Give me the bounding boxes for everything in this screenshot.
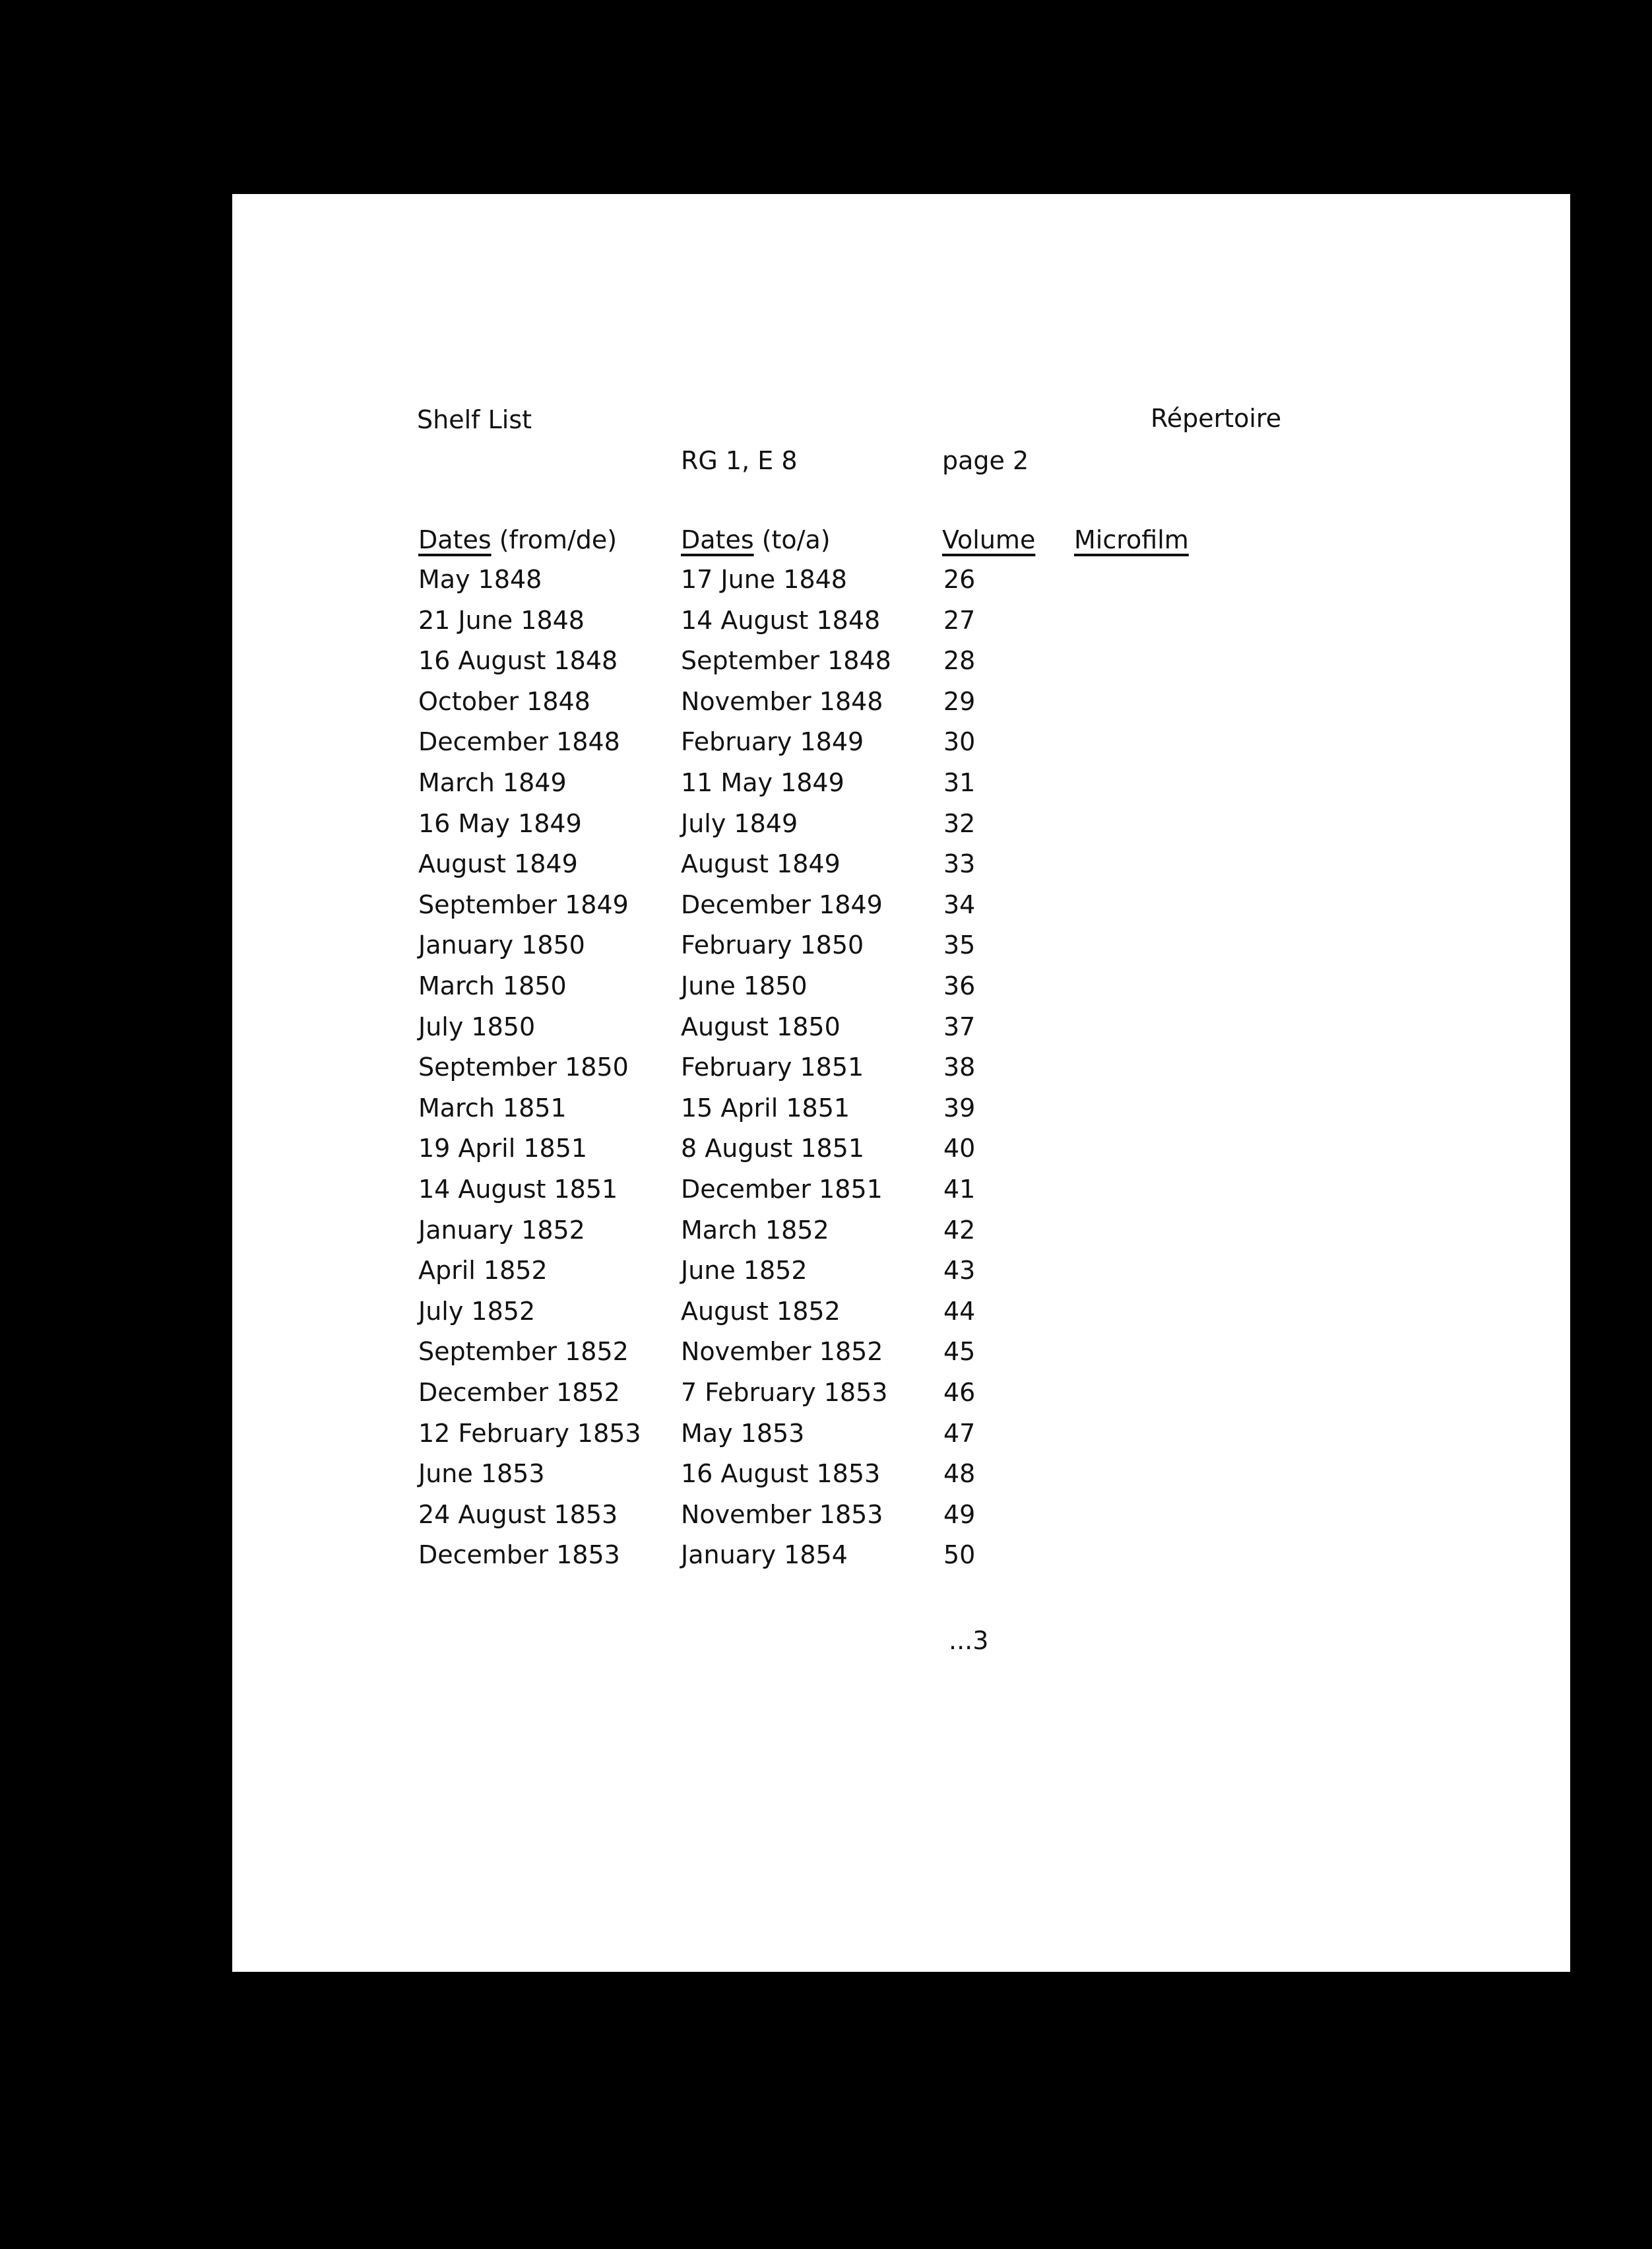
date-from-cell: 24 August 1853 [418,1499,618,1529]
column-header-dates-from-suffix: (from/de) [491,525,618,554]
date-from-cell: 12 February 1853 [418,1418,641,1448]
volume-cell: 45 [943,1337,976,1367]
volume-cell: 50 [943,1540,976,1570]
date-from-cell: December 1848 [418,727,620,757]
date-from-cell: 16 August 1848 [418,646,618,676]
date-to-cell: February 1850 [681,930,864,960]
table-row [232,606,1570,647]
date-from-cell: March 1849 [418,768,567,797]
column-header-dates-to [681,525,831,554]
date-from-cell: March 1851 [418,1093,567,1123]
date-to-cell: September 1848 [681,646,891,676]
table-row [232,1459,1570,1500]
volume-cell: 49 [943,1499,976,1529]
volume-cell: 43 [943,1256,976,1286]
date-to-cell: December 1851 [681,1175,883,1204]
table-row [232,971,1570,1012]
date-to-cell: November 1848 [681,686,883,716]
table-row [232,890,1570,931]
date-to-cell: November 1852 [681,1337,883,1367]
volume-cell: 31 [943,768,976,797]
volume-cell: 38 [943,1053,976,1082]
volume-cell: 39 [943,1093,976,1123]
column-header-dates-to-suffix: (to/a) [753,525,831,554]
table-row [232,930,1570,971]
date-to-cell: August 1849 [681,849,841,879]
date-from-cell: July 1852 [418,1296,536,1326]
column-header-volume: Volume [942,525,1036,554]
volume-cell: 33 [943,849,976,879]
table-row [232,565,1570,606]
repertoire-title: Répertoire [1151,404,1282,433]
volume-cell: 30 [943,727,976,757]
date-to-cell: March 1852 [681,1215,829,1245]
table-row [232,849,1570,890]
date-to-cell: June 1852 [681,1256,808,1286]
date-to-cell: 16 August 1853 [681,1459,881,1489]
date-from-cell: January 1850 [418,930,585,960]
table-row [232,1012,1570,1053]
table-row [232,1337,1570,1378]
volume-cell: 27 [943,605,976,635]
date-to-cell: 15 April 1851 [681,1093,850,1123]
volume-cell: 46 [943,1378,976,1407]
page-number: page 2 [942,446,1029,475]
column-header-dates-from [418,525,617,554]
volume-cell: 41 [943,1175,976,1204]
record-group-reference: RG 1, E 8 [681,446,798,475]
volume-cell: 48 [943,1459,976,1489]
volume-cell: 42 [943,1215,976,1245]
date-to-cell: July 1849 [681,808,798,838]
table-row [232,1053,1570,1093]
volume-cell: 37 [943,1012,976,1041]
date-to-cell: 17 June 1848 [681,565,847,594]
date-to-cell: June 1850 [681,971,808,1000]
table-row [232,768,1570,809]
volume-cell: 34 [943,890,976,919]
date-from-cell: October 1848 [418,686,590,716]
date-to-cell: 14 August 1848 [681,605,881,635]
table-row [232,1540,1570,1581]
table-row [232,1175,1570,1216]
table-row [232,1297,1570,1338]
date-to-cell: 11 May 1849 [681,768,844,797]
volume-cell: 35 [943,930,976,960]
date-from-cell: September 1849 [418,890,629,919]
continuation-marker: ...3 [949,1626,989,1655]
volume-cell: 44 [943,1296,976,1326]
table-row [232,809,1570,850]
table-row [232,1134,1570,1175]
column-header-microfilm: Microfilm [1074,525,1189,554]
table-row [232,646,1570,687]
date-to-cell: December 1849 [681,890,883,919]
date-to-cell: August 1850 [681,1012,841,1041]
column-header-dates-from-underlined: Dates [418,525,492,554]
table-row [232,1378,1570,1419]
document-page [232,194,1570,1972]
volume-cell: 36 [943,971,976,1000]
table-row [232,1216,1570,1256]
shelf-list-title: Shelf List [417,405,532,434]
column-header-dates-to-underlined: Dates [681,525,754,554]
date-from-cell: March 1850 [418,971,567,1000]
table-row [232,1419,1570,1460]
volume-cell: 40 [943,1134,976,1163]
volume-cell: 47 [943,1418,976,1448]
date-to-cell: January 1854 [681,1540,848,1570]
date-to-cell: May 1853 [681,1418,805,1448]
date-from-cell: August 1849 [418,849,578,879]
date-from-cell: 19 April 1851 [418,1134,588,1163]
date-to-cell: August 1852 [681,1296,841,1326]
date-to-cell: February 1851 [681,1053,864,1082]
date-from-cell: December 1852 [418,1378,620,1407]
date-to-cell: November 1853 [681,1499,883,1529]
table-row [232,1093,1570,1134]
date-from-cell: September 1850 [418,1053,629,1082]
date-from-cell: 14 August 1851 [418,1175,618,1204]
date-from-cell: December 1853 [418,1540,620,1570]
date-from-cell: September 1852 [418,1337,629,1367]
date-to-cell: 7 February 1853 [681,1378,888,1407]
volume-cell: 32 [943,808,976,838]
date-from-cell: April 1852 [418,1256,548,1286]
date-to-cell: 8 August 1851 [681,1134,865,1163]
table-row [232,687,1570,728]
date-from-cell: 16 May 1849 [418,808,582,838]
date-from-cell: May 1848 [418,565,542,594]
volume-cell: 28 [943,646,976,676]
date-from-cell: July 1850 [418,1012,536,1041]
table-row [232,1256,1570,1297]
date-to-cell: February 1849 [681,727,864,757]
volume-cell: 29 [943,686,976,716]
date-from-cell: January 1852 [418,1215,585,1245]
volume-cell: 26 [943,565,976,594]
table-row [232,727,1570,768]
date-from-cell: June 1853 [418,1459,545,1489]
date-from-cell: 21 June 1848 [418,605,585,635]
table-row [232,1500,1570,1541]
